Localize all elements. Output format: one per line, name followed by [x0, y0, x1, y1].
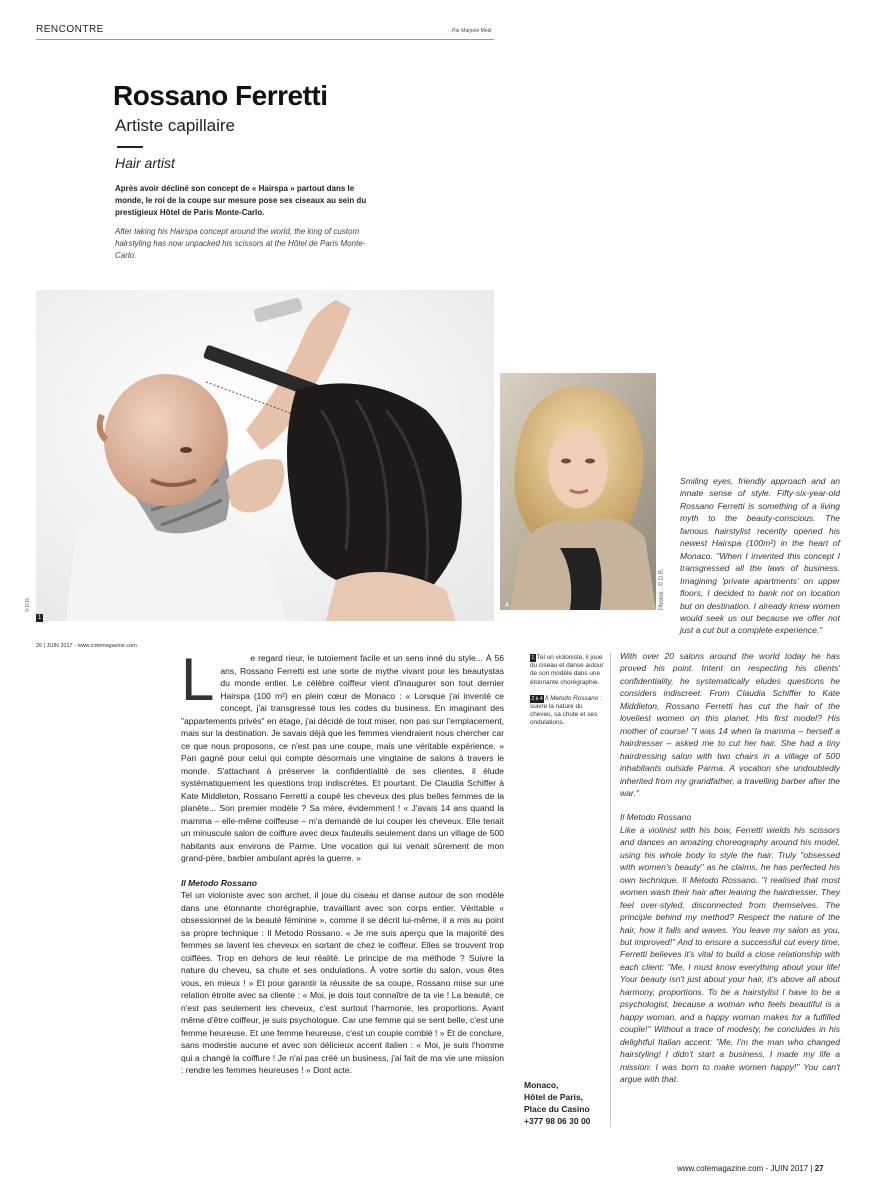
folio-left: 26 | JUIN 2017 - www.cotemagazine.com: [36, 643, 137, 649]
caption-emphasis: Il Metodo Rossano: [545, 694, 599, 702]
caption: [530, 695, 606, 728]
caption-number: 1: [531, 655, 535, 661]
subtitle-english: Hair artist: [115, 155, 175, 171]
caption-number: 2 à 4: [531, 695, 543, 702]
title-divider: [117, 146, 143, 148]
article-paragraph: Tel un violoniste avec son archet, il joue du ciseau et danse autour de son modèle dans une étonnante chorégraphie, travaillant avec son corps entier. Véritable « obsessionnel de la beauté féminine », comme il se décrit lui-même, il a mis au point sa propre technique : Il Metodo Rossano. « Je me suis aperçu que la majorité des femmes se lavent les cheveux en sortant de chez le coiffeur. Elles se trouvent trop coiffées. Trop en dehors de leur réalité. Le principe de ma méthode ? Suivre la nature du cheveu, sa chute et ses ondulations. À votre sortie du salon, vous êtes vous, en mieux ! » Et pour garantir la réussite de sa coupe, Rossano mise sur une relation étroite avec sa cliente : « Moi, je dois tout connaître de ta vie ! La beauté, ce n'est pas seulement les cheveux, c'est surtout l'harmonie, les proportions. Avant même d'être coiffeur, je suis psychologue. Car une femme qui se sent belle, c'est une femme heureuse. Et une femme heureuse, c'est un couple comblé ! » Et de conclure, sans modestie aucune et avec son délicieux accent italien : « Moi, je suis l'homme qui a changé la coiffure ! Je n'ai pas créé un business, j'ai fait de ma vie une mission : rendre les femmes heureuses ! » Dont acte.: [181, 890, 504, 1075]
hairdresser-photo-illustration: [36, 290, 494, 621]
header-divider: [36, 39, 494, 40]
subheading: Il Metodo Rossano: [181, 877, 257, 888]
article-english: [620, 650, 840, 1085]
photo-number-badge: 4: [505, 602, 509, 609]
subheading: Il Metodo Rossano: [620, 812, 692, 823]
photo-number-badge: 1: [38, 615, 42, 621]
article-english-intro: Smiling eyes, friendly approach and an innate sense of style. Fifty-six-year-old Rossano Ferretti is something of a living myth to the beauty-conscious. The famous hairstylist recently opened his newest Hairspa (100m²) in the heart of Monaco. "When I invented this concept I transgressed all the laws of business. Imagining 'private apartments' on upper floors, I decided to bank not on location but on destination. I already knew women would seek us out because we offer not just a cut but a complete experience.": [680, 476, 840, 636]
address-line: Place du Casino: [524, 1104, 590, 1114]
author-byline: Par Marjorie Modi: [452, 28, 492, 34]
model-portrait-photo: [500, 373, 656, 610]
caption-text: : suivre la nature du cheveu, sa chute et ses ondulations.: [530, 694, 602, 727]
section-label: RENCONTRE: [36, 24, 104, 35]
article-paragraph: With over 20 salons around the world today he has proved his point. Intent on respecting his clients' confidentiality, he systematically eludes questions he considers indiscreet. From Claudia Schiffer to Kate Middleton, Rossano Ferretti has cut the hair of the loveliest women on this planet. His first model? His mother of course! "I was 14 when la mamma – herself a hairdresser – asked me to cut her hair. She had a tiny hairdressing salon with two chairs in a village of 500 inhabitants outside Parma. A vocation she undoubtedly inherited from my grandfather, a travelling barber after the war.": [620, 651, 840, 798]
photo-credit: © D.R.: [25, 596, 31, 612]
address-line: Hôtel de Paris,: [524, 1092, 584, 1102]
subtitle-french: Artiste capillaire: [115, 116, 235, 135]
photo-captions: [530, 654, 606, 728]
hairdresser-photo: [36, 290, 494, 621]
page-number: 27: [814, 1164, 824, 1173]
folio-site: www.cotemagazine.com - JUIN 2017 |: [677, 1164, 815, 1173]
article-title: Rossano Ferretti: [113, 80, 328, 111]
model-portrait-illustration: [500, 373, 656, 610]
intro-french: Après avoir décliné son concept de « Hairspa » partout dans le monde, le roi de la coupe sur mesure pose ses ciseaux au sein du prestigieux Hôtel de Paris Monte-Carlo.: [115, 184, 367, 218]
article-paragraph: [181, 646, 504, 865]
dropcap: L: [181, 646, 215, 713]
column-divider: [610, 652, 611, 1127]
phone-number[interactable]: +377 98 06 30 00: [524, 1116, 591, 1126]
caption: [530, 654, 606, 687]
intro-english: After taking his Hairspa concept around the world, the king of custom hairstyling has now unpacked his scissors at the Hôtel de Paris Monte-Carlo.: [115, 227, 366, 260]
paragraph-text: e regard rieur, le tutoiement facile et un sens inné du style... À 56 ans, Rossano Ferretti est une sorte de mythe vivant pour les beautystas du monde entier. Le célèbre coiffeur vient d'inaugurer son tout dernier Hairspa (100 m²) en plein cœur de Monaco : « Lorsque j'ai inventé ce concept, j'ai transgressé tous les codes du business. En imaginant des "appartements privés" en étage, j'ai décidé de tout miser, non pas sur l'emplacement, mais sur la destination. Je savais déjà que les femmes viendraient nous chercher car ce que nous proposons, ce n'est pas une coupe, mais une véritable expérience. » Pari gagné pour celui qui compte désormais une vingtaine de salons à travers le monde. S'attachant à préserver la confidentialité de ses clientes, il élude systématiquement les questions trop indiscrètes. Et pourtant. De Claudia Schiffer à Kate Middleton, Rossano Ferretti a coupé les cheveux des plus belles femmes de la planète... Son premier modèle ? Sa mère, évidemment ! « J'avais 14 ans quand la mamma – elle-même coiffeuse – m'a demandé de lui couper les cheveux. Elle tenait un minuscule salon de coiffure avec deux fauteuils seulement dans un village de 500 habitants aux environs de Parme. Une vocation qui lui venait sûrement de mon grand-père, barbier ambulant après la guerre. »: [181, 653, 504, 863]
caption-text: Tel un violoniste, il joue du ciseau et danse autour de son modèle dans une étonnante chorégraphie.: [530, 654, 604, 686]
folio-right: [677, 1164, 824, 1173]
address-line: Monaco,: [524, 1080, 559, 1090]
photo-credit: Photos : © D.R.: [659, 568, 665, 610]
address-block: [524, 1079, 590, 1127]
article-paragraph: Like a violinist with his bow, Ferretti wields his scissors and dances an amazing choreography around his model, using his whole body to style the hair. Truly "obsessed with women's beauty" as he claims, he has perfected his own technique, Il Metodo Rossano. "I realised that most women wash their hair after leaving the hairdresser. They feel over-styled, disconnected from themselves. The principle behind my method? Respect the nature of the hair, how it falls and waves. You leave my salon as you, but improved!" And to ensure a successful cut every time, Ferretti believes it's vital to build a close relationship with each client: "Me, I must know everything about your life! Your beauty isn't just about your hair, it's above all about harmony, proportions. To be a hairstylist I have to be a psychologist, because a woman who feels beautiful is a happy woman, and a happy woman makes for a fulfilled couple!" Without a trace of modesty, he concludes in his delightful Italian accent: "Me, I'm the man who changed hairstyling! I didn't start a business, I made my life a mission: I was born to make women happy!" You can't argue with that.: [620, 824, 840, 1084]
article-french: [181, 646, 504, 1077]
